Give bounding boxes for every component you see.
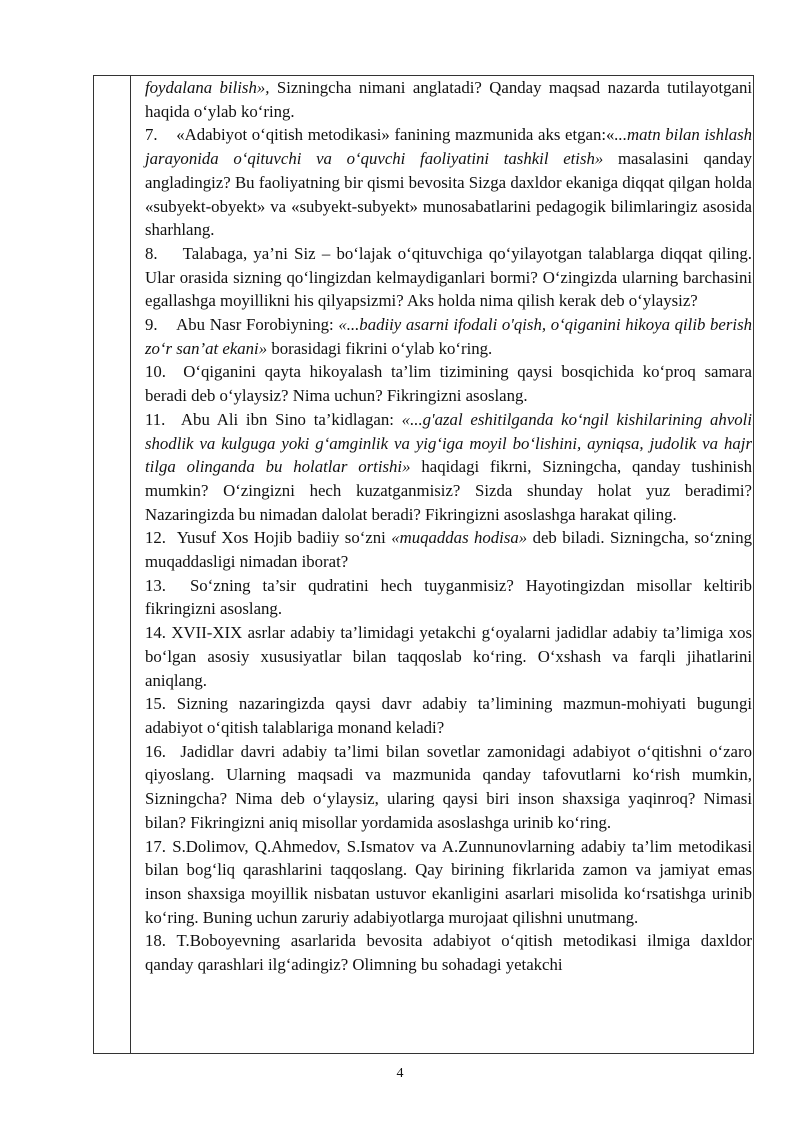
italic-quote: foydalana bilish», xyxy=(145,78,270,97)
text-run: 18. T.Boboyevning asarlarida bevosita adabiyot o‘qitish metodikasi ilmiga daxldor qanday qarashlari ilg‘adingiz? Olimning bu sohadagi yetakchi xyxy=(145,931,752,975)
text-run: haqidagi fikrni, Sizningcha, qanday tushinish mumkin? O‘zingizni hech kuzatganmisiz? Sizda shunday holat yuz beradimi? Nazaringizda bu nimadan dalolat beradi? Fikringizni asoslashga harakat qiling. xyxy=(145,457,752,524)
text-run: 14. XVII-XIX asrlar adabiy ta’limidagi yetakchi g‘oyalarni jadidlar adabiy ta’limiga xos bo‘lgan asosiy xususiyatlar bilan taqqoslab ko‘ring. O‘xshash va farqli jihatlarini aniqlang. xyxy=(145,623,752,690)
question-paragraph xyxy=(145,360,752,407)
question-paragraph xyxy=(145,526,752,573)
question-paragraph xyxy=(145,692,752,739)
text-run: 7. «Adabiyot o‘qitish metodikasi» fanining mazmunida aks etgan:« xyxy=(145,125,615,145)
question-paragraph xyxy=(145,574,752,621)
text-run: borasidagi fikrini o‘ylab ko‘ring. xyxy=(267,338,493,358)
question-paragraph xyxy=(145,929,752,976)
text-run: 17. S.Dolimov, Q.Ahmedov, S.Ismatov va A.Zunnunovlarning adabiy ta’lim metodikasi bilan bog‘liq qarashlarini taqqoslang. Qay birining fikrlarida zamon va jamiyat emas inson shaxsiga moyillik nisbatan ustuvor ekanligini asarlari misolida ko‘rsatishga urinib ko‘ring. Buning uchun zaruriy adabiyotlarga murojaat qilishni unutmang. xyxy=(145,836,752,927)
text-run: 10. O‘qiganini qayta hikoyalash ta’lim tizimining qaysi bosqichida ko‘proq samara beradi deb o‘ylaysiz? Nima uchun? Fikringizni asoslang. xyxy=(145,362,752,406)
italic-quote: ...matn bilan ishlash jarayonida o‘qituvchi va o‘quvchi faoliyatini tashkil etish» xyxy=(145,125,753,169)
italic-quote: «muqaddas hodisa» xyxy=(391,528,528,548)
question-paragraph xyxy=(145,740,752,835)
question-paragraph xyxy=(145,621,752,692)
text-run: masalasini qanday angladingiz? Bu faoliyatning bir qismi bevosita Sizga daxldor ekaniga diqqat qilgan holda «subyekt-obyekt» va «subyekt-subyekt» munosabatlarini pedagogik bilimlaringiz asosida sharhlang. xyxy=(145,149,752,240)
text-run: 11. Abu Ali ibn Sino ta’kidlagan: xyxy=(145,409,402,429)
question-paragraph xyxy=(145,123,752,242)
question-paragraph xyxy=(145,408,752,527)
question-paragraph xyxy=(145,835,752,930)
question-paragraph xyxy=(145,242,752,313)
italic-quote: «...badiiy asarni ifodali o'qish, o‘qiganini hikoya qilib berish zo‘r san’at ekani» xyxy=(145,315,752,358)
italic-quote: «...g'azal eshitilganda ko‘ngil kishilarining ahvoli shodlik va kulguga yoki g‘amginlik va yig‘iga moyil bo‘lishini, ayniqsa, judolik va hajr tilga olinganda bu holatlar ortishi» xyxy=(145,409,752,477)
question-paragraph xyxy=(145,76,752,123)
text-run: Sizningcha nimani anglatadi? Qanday maqsad nazarda tutilayotgani haqida o‘ylab ko‘ring. xyxy=(145,78,752,121)
text-run: 15. Sizning nazaringizda qaysi davr adabiy ta’limining mazmun-mohiyati bugungi adabiyot o‘qitish talablariga monand keladi? xyxy=(145,694,752,737)
text-run: 13. So‘zning ta’sir qudratini hech tuyganmisiz? Hayotingizdan misollar keltirib fikringizni asoslang. xyxy=(145,575,752,619)
text-run: deb biladi. Sizningcha, so‘zning muqaddasligi nimadan iborat? xyxy=(145,528,752,572)
question-paragraph xyxy=(145,313,752,360)
text-run: 16. Jadidlar davri adabiy ta’limi bilan sovetlar zamonidagi adabiyot o‘qitishni o‘zaro qiyoslang. Ularning maqsadi va mazmunida qanday tafovutlarni ko‘rish mumkin, Sizningcha? Nima deb o‘ylaysiz, ularing qaysi biri inson shaxsiga yaqinroq? Nimasi bilan? Fikringizni aniq misollar yordamida asoslashga urinib ko‘ring. xyxy=(145,741,752,832)
question-list xyxy=(145,76,752,977)
text-run: 9. Abu Nasr Forobiyning: xyxy=(145,315,339,335)
column-divider xyxy=(130,76,131,1053)
page-number: 4 xyxy=(396,1066,404,1081)
text-run: 8. Talabaga, ya’ni Siz – bo‘lajak o‘qituvchiga qo‘yilayotgan talablarga diqqat qiling. Ular orasida sizning qo‘lingizdan kelmaydiganlari bormi? O‘zingizda ularning barchasini egallashga moyillikni his qilyapsizmi? Aks holda nima qilish kerak deb o‘ylaysiz? xyxy=(145,243,752,311)
text-run: 12. Yusuf Xos Hojib badiiy so‘zni xyxy=(145,528,392,548)
